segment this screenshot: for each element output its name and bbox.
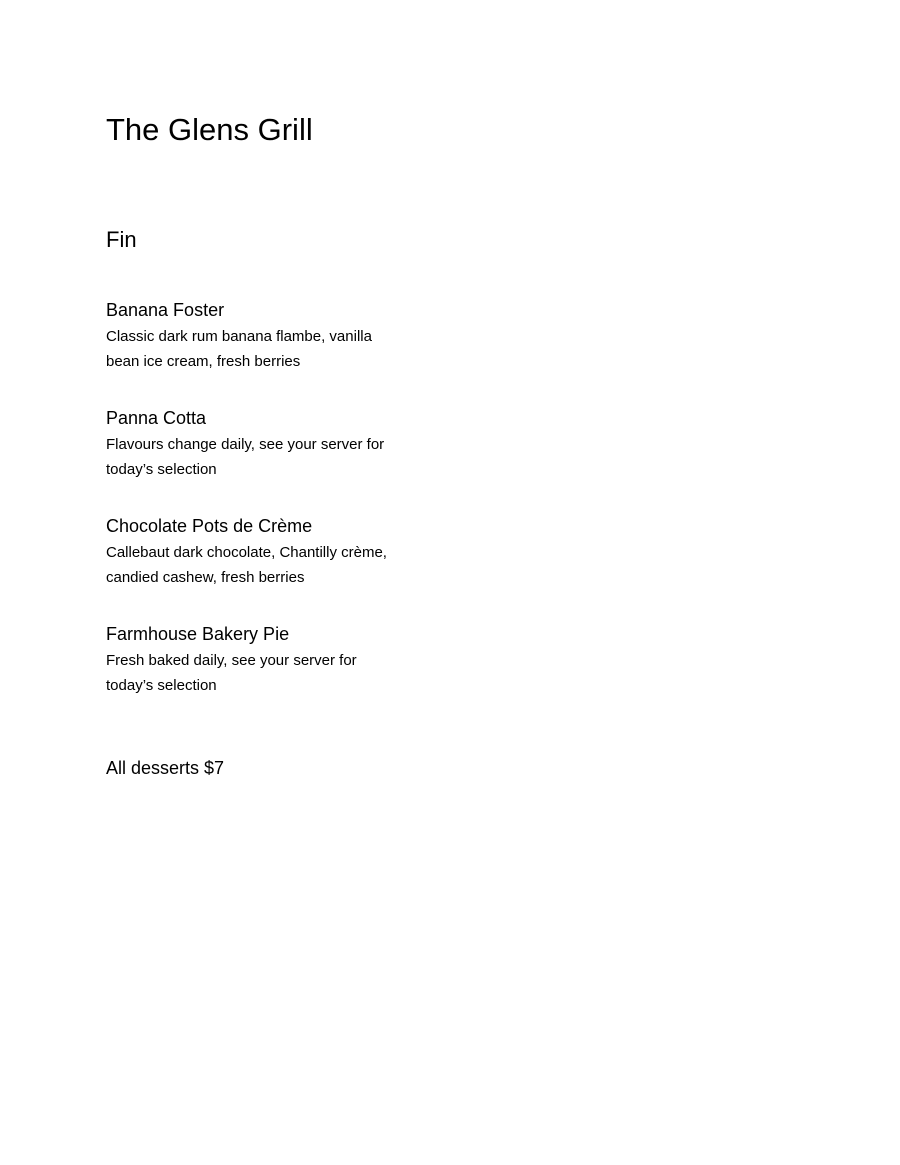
item-description-line: Callebaut dark chocolate, Chantilly crème, xyxy=(106,544,387,561)
item-description-line: Fresh baked daily, see your server for xyxy=(106,652,357,669)
item-description-line: Flavours change daily, see your server for xyxy=(106,436,385,453)
item-description xyxy=(106,432,426,482)
item-description xyxy=(106,324,426,374)
menu-item-farmhouse-bakery-pie xyxy=(106,622,426,698)
dessert-list xyxy=(106,298,426,730)
item-description xyxy=(106,648,426,698)
item-description-line: bean ice cream, fresh berries xyxy=(106,353,301,370)
section-title: Fin xyxy=(106,227,137,252)
item-description-line: today’s selection xyxy=(106,677,217,694)
menu-item-banana-foster xyxy=(106,298,426,374)
item-name: Farmhouse Bakery Pie xyxy=(106,624,290,644)
item-description-line: candied cashew, fresh berries xyxy=(106,569,305,586)
restaurant-title: The Glens Grill xyxy=(106,112,313,147)
item-name: Banana Foster xyxy=(106,300,225,320)
item-description xyxy=(106,540,426,590)
item-name: Chocolate Pots de Crème xyxy=(106,516,313,536)
menu-item-panna-cotta xyxy=(106,406,426,482)
item-name: Panna Cotta xyxy=(106,408,207,428)
item-description-line: Classic dark rum banana flambe, vanilla xyxy=(106,328,372,345)
menu-item-chocolate-pots-de-creme xyxy=(106,514,426,590)
price-note: All desserts $7 xyxy=(106,758,225,778)
item-description-line: today’s selection xyxy=(106,461,217,478)
